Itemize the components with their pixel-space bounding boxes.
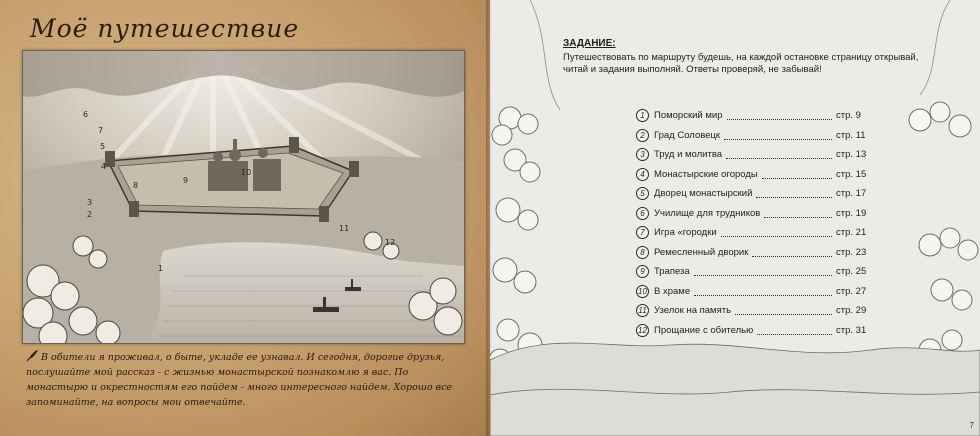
toc-item-label: Прощание с обителью — [654, 324, 754, 336]
toc-item-page: стр. 31 — [836, 324, 867, 336]
toc-leader-dots — [724, 131, 832, 140]
toc-item-number: 8 — [636, 246, 649, 259]
map-label-4: 4 — [101, 162, 107, 171]
toc-item-page: стр. 29 — [836, 305, 867, 317]
toc-item[interactable] — [636, 145, 876, 165]
toc-leader-dots — [694, 287, 832, 296]
page-title: Моё путешествие — [30, 14, 300, 43]
toc-leader-dots — [764, 209, 832, 218]
toc-leader-dots — [726, 150, 832, 159]
toc-item-label: Трапеза — [654, 266, 690, 278]
toc-item-page: стр. 21 — [836, 227, 867, 239]
map-label-12: 12 — [385, 238, 396, 247]
monastery-map-illustration — [22, 50, 465, 344]
toc-item-label: Ремесленный дворик — [654, 246, 749, 258]
toc-leader-dots — [735, 306, 832, 315]
map-label-6: 6 — [83, 110, 89, 119]
toc-item-number: 4 — [636, 168, 649, 181]
toc-item-page: стр. 11 — [836, 129, 866, 141]
caption-text: В обители я проживал, о быте, укладе ее узнавал. И сегодня, дорогие друзья, послушайте мой рассказ - с жизнью монастырской познакомлю я вас. По монастырю и окрестностям его пойдем - много интересного найдем. Хорошо все запоминайте, на вопросы мои отвечайте. — [26, 352, 453, 408]
map-label-5: 5 — [100, 142, 106, 151]
toc-item-number: 2 — [636, 129, 649, 142]
toc-item-number: 9 — [636, 265, 649, 278]
toc-leader-dots — [756, 189, 832, 198]
map-label-1: 1 — [158, 264, 164, 273]
toc-item[interactable] — [636, 301, 876, 321]
right-page — [490, 0, 980, 436]
toc-leader-dots — [757, 326, 832, 335]
toc-item-number: 1 — [636, 109, 649, 122]
map-label-8: 8 — [133, 181, 139, 190]
toc-item-number: 7 — [636, 226, 649, 239]
toc-item-label: Дворец монастырский — [654, 188, 753, 200]
toc-item-label: Труд и молитва — [654, 149, 723, 161]
toc-item[interactable] — [636, 204, 876, 224]
toc-item-label: Училище для трудников — [654, 207, 761, 219]
table-of-contents — [636, 106, 876, 340]
toc-leader-dots — [694, 267, 832, 276]
toc-item-page: стр. 13 — [836, 149, 867, 161]
toc-item[interactable] — [636, 262, 876, 282]
toc-item[interactable] — [636, 282, 876, 302]
toc-leader-dots — [727, 111, 833, 120]
toc-item-label: Град Соловецк — [654, 129, 721, 141]
toc-item[interactable] — [636, 165, 876, 185]
map-label-10: 10 — [241, 168, 252, 177]
toc-item[interactable] — [636, 184, 876, 204]
task-title: ЗАДАНИЕ: — [563, 38, 616, 49]
toc-item-page: стр. 27 — [836, 285, 867, 297]
toc-item-page: стр. 17 — [836, 188, 867, 200]
toc-item[interactable] — [636, 243, 876, 263]
map-label-3: 3 — [87, 198, 93, 207]
toc-item-page: стр. 23 — [836, 246, 867, 258]
toc-item-number: 11 — [636, 304, 649, 317]
toc-item[interactable] — [636, 126, 876, 146]
map-label-7: 7 — [98, 126, 104, 135]
toc-item-label: Монастырские огороды — [654, 168, 758, 180]
toc-leader-dots — [752, 248, 832, 257]
toc-item-page: стр. 19 — [836, 207, 867, 219]
toc-item[interactable] — [636, 321, 876, 341]
toc-item-number: 5 — [636, 187, 649, 200]
toc-item-page: стр. 25 — [836, 266, 867, 278]
toc-item[interactable] — [636, 106, 876, 126]
toc-item-number: 6 — [636, 207, 649, 220]
toc-item-label: В храме — [654, 285, 691, 297]
map-label-11: 11 — [339, 224, 350, 233]
toc-item-label: Поморский мир — [654, 110, 723, 122]
toc-item-page: стр. 9 — [836, 110, 861, 122]
map-label-2: 2 — [87, 210, 93, 219]
toc-item-number: 12 — [636, 324, 649, 337]
toc-leader-dots — [762, 170, 832, 179]
toc-leader-dots — [721, 228, 832, 237]
toc-item-label: Игра «городки — [654, 227, 717, 239]
map-caption — [26, 350, 466, 410]
toc-item-page: стр. 15 — [836, 168, 867, 180]
book-spine — [486, 0, 496, 436]
toc-item-number: 10 — [636, 285, 649, 298]
toc-item-number: 3 — [636, 148, 649, 161]
toc-item-label: Узелок на память — [654, 305, 732, 317]
page-number: 7 — [969, 421, 974, 430]
toc-item[interactable] — [636, 223, 876, 243]
map-label-9: 9 — [183, 176, 189, 185]
task-text: Путешествовать по маршруту будешь, на каждой остановке страницу открывай, читай и задания выполняй. Ответы проверяй, не забывай! — [563, 52, 919, 75]
quill-icon — [26, 350, 38, 362]
